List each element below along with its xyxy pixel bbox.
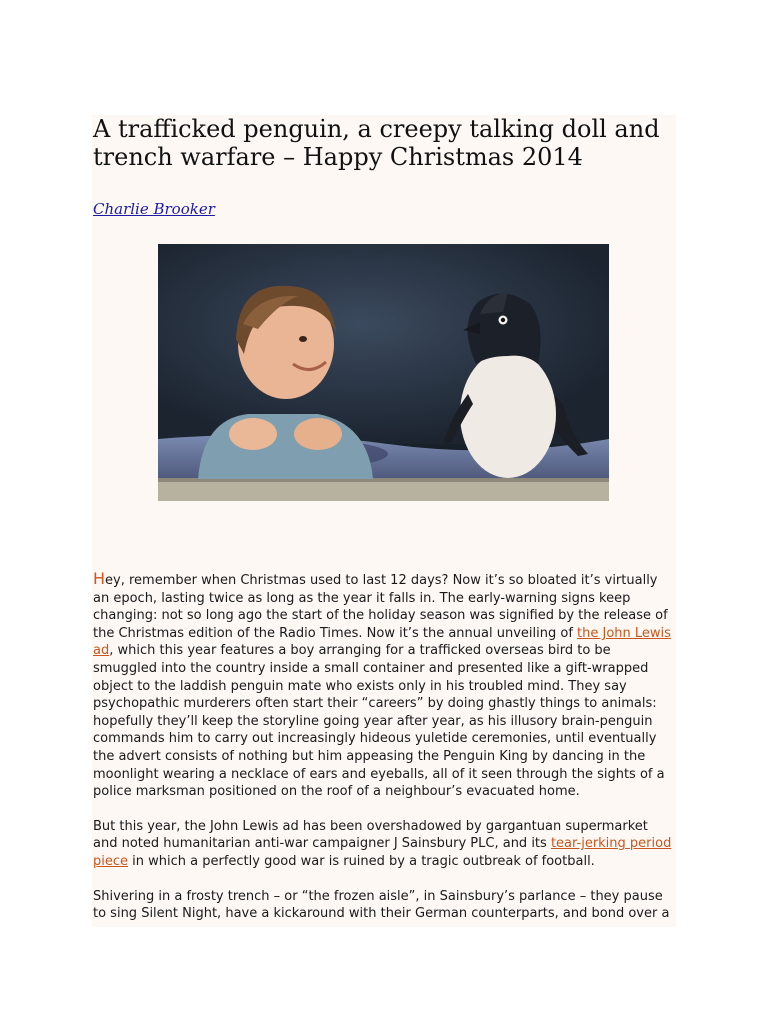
- john-lewis-ad-link[interactable]: the John Lewis ad: [93, 625, 671, 659]
- boy-and-penguin-illustration: [158, 244, 609, 501]
- paragraph-2-text-before-link: But this year, the John Lewis ad has been overshadowed by gargantuan supermarket and noted humanitarian anti-war campaigner J Sainsbury PLC, and its: [93, 818, 648, 852]
- article-body: [93, 570, 675, 940]
- paragraph-2-text-after-link: in which a perfectly good war is ruined by a tragic outbreak of football.: [128, 853, 595, 869]
- drop-cap: H: [93, 569, 106, 588]
- paragraph-1: [93, 570, 675, 801]
- paragraph-1-text-after-link: , which this year features a boy arranging for a trafficked overseas bird to be smuggled into the country inside a small container and presented like a gift-wrapped object to the laddish penguin mate who exists only in his troubled mind. They say psychopathic murderers often start their “careers” by doing ghastly things to animals: hopefully they’ll keep the storyline going year after year, as his illusory brain-penguin commands him to carry out increasingly hideous yuletide ceremonies, until eventually the advert consists of nothing but him appeasing the Penguin King by dancing in the moonlight wearing a necklace of ears and eyeballs, all of it seen through the sights of a police marksman positioned on the roof of a neighbour’s evacuated home.: [93, 643, 665, 800]
- period-piece-link[interactable]: tear-jerking period piece: [93, 836, 672, 869]
- paragraph-2: [93, 818, 675, 871]
- article-headline: A trafficked penguin, a creepy talking doll and trench warfare – Happy Christmas 2014: [93, 115, 660, 171]
- author-link[interactable]: Charlie Brooker: [93, 200, 215, 218]
- article-photo: [158, 244, 609, 501]
- paragraph-1-text-before-link: ey, remember when Christmas used to last 12 days? Now it’s so bloated it’s virtually an epoch, lasting twice as long as the year it falls in. The early-warning signs keep changing: not so long ago the start of the holiday season was signified by the release of the Christmas edition of the Radio Times. Now it’s the annual unveiling of: [93, 573, 668, 641]
- paragraph-3: Shivering in a frosty trench – or “the frozen aisle”, in Sainsbury’s parlance – they pause to sing Silent Night, have a kickaround with their German counterparts, and bond over a: [93, 888, 670, 922]
